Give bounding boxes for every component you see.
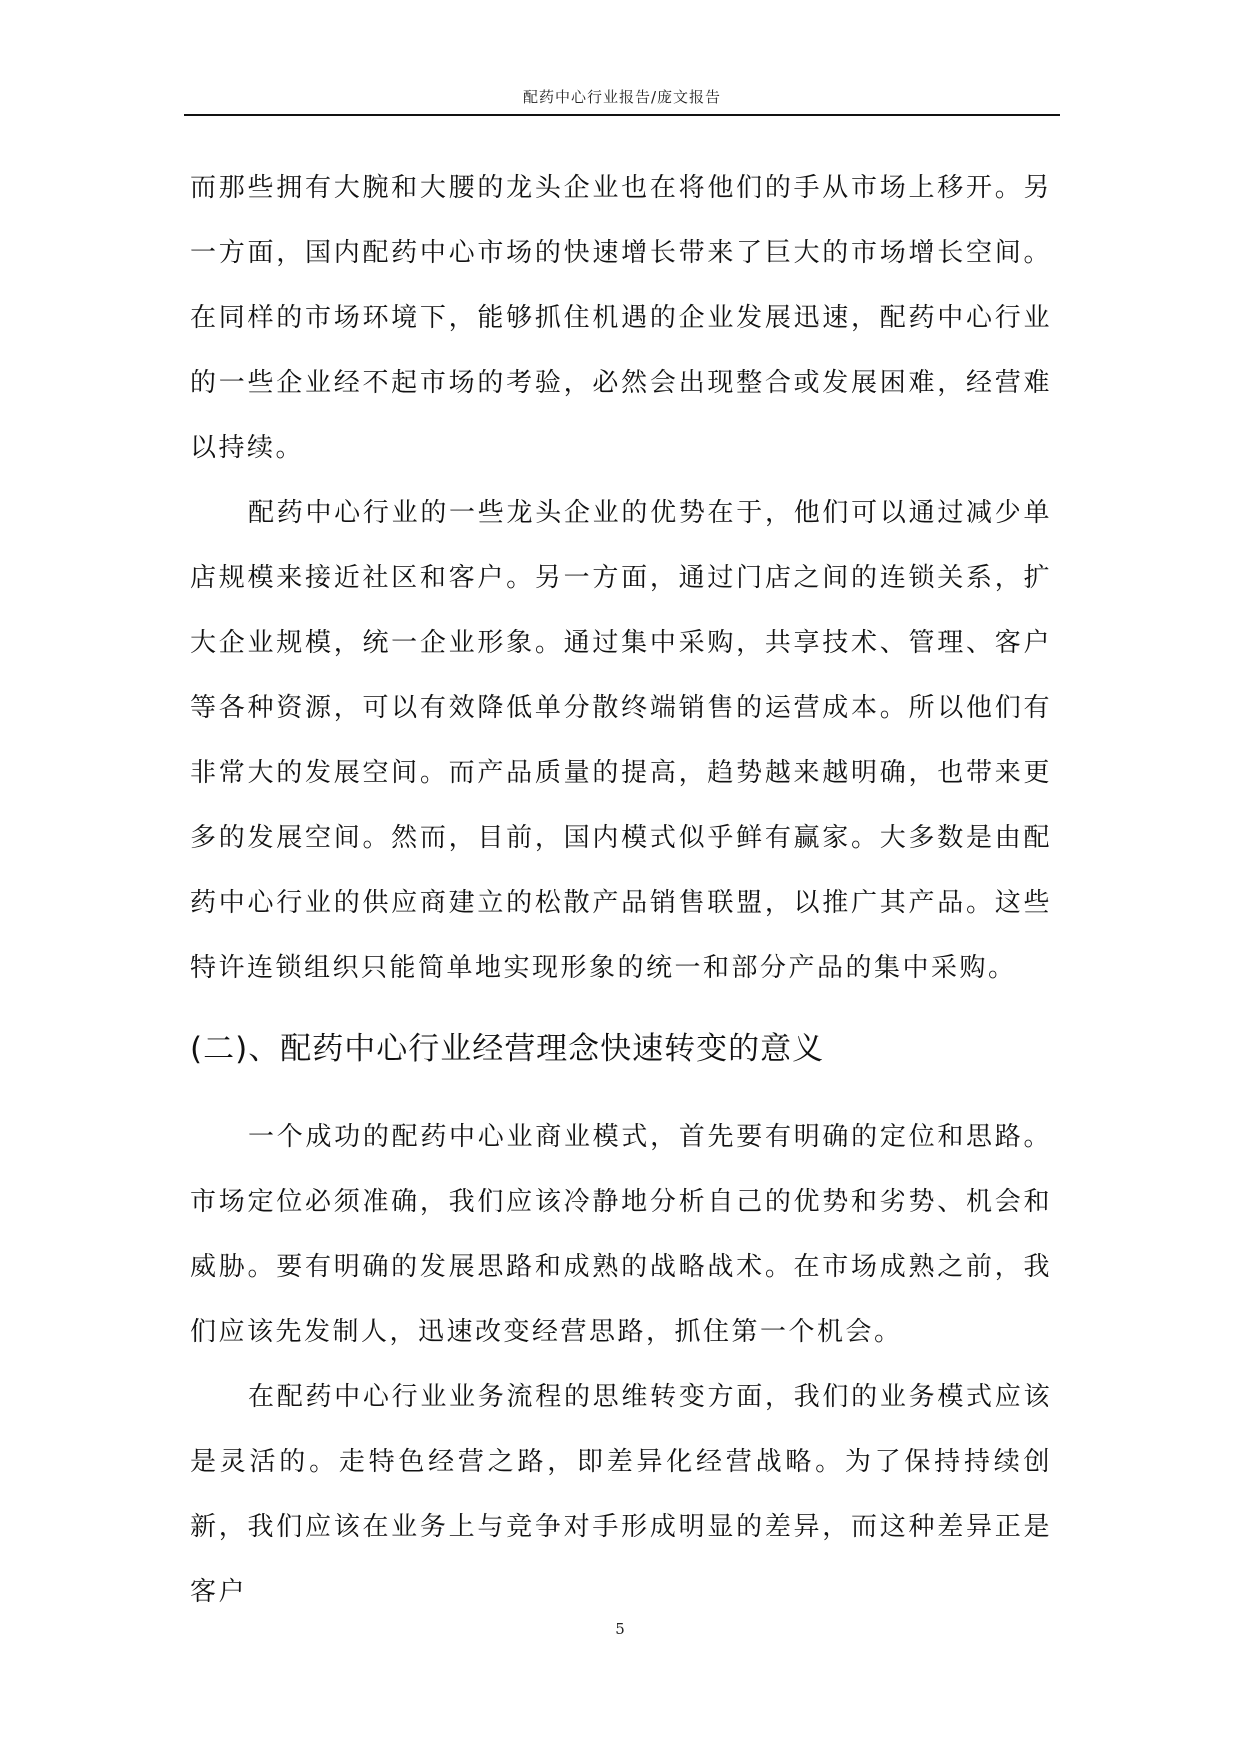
page-body — [190, 156, 1052, 1625]
header-divider — [184, 114, 1060, 116]
body-paragraph-4: 在配药中心行业业务流程的思维转变方面，我们的业务模式应该是灵活的。走特色经营之路，即差异化经营战略。为了保持持续创新，我们应该在业务上与竞争对手形成明显的差异，而这种差异正是客户 — [190, 1382, 1052, 1607]
body-paragraph-1: 而那些拥有大腕和大腰的龙头企业也在将他们的手从市场上移开。另一方面，国内配药中心市场的快速增长带来了巨大的市场增长空间。在同样的市场环境下，能够抓住机遇的企业发展迅速，配药中心行业的一些企业经不起市场的考验，必然会出现整合或发展困难，经营难以持续。 — [190, 173, 1052, 463]
body-paragraph-2: 配药中心行业的一些龙头企业的优势在于，他们可以通过减少单店规模来接近社区和客户。另一方面，通过门店之间的连锁关系，扩大企业规模，统一企业形象。通过集中采购，共享技术、管理、客户等各种资源，可以有效降低单分散终端销售的运营成本。所以他们有非常大的发展空间。而产品质量的提高，趋势越来越明确，也带来更多的发展空间。然而，目前，国内模式似乎鲜有赢家。大多数是由配药中心行业的供应商建立的松散产品销售联盟，以推广其产品。这些特许连锁组织只能简单地实现形象的统一和部分产品的集中采购。 — [190, 498, 1052, 983]
body-paragraph-3: 一个成功的配药中心业商业模式，首先要有明确的定位和思路。市场定位必须准确，我们应该冷静地分析自己的优势和劣势、机会和威胁。要有明确的发展思路和成熟的战略战术。在市场成熟之前，我们应该先发制人，迅速改变经营思路，抓住第一个机会。 — [190, 1122, 1052, 1347]
section-heading: (二)、配药中心行业经营理念快速转变的意义 — [190, 1031, 825, 1067]
page-number: 5 — [615, 1620, 625, 1638]
running-header: 配药中心行业报告/庞文报告 — [522, 88, 722, 106]
